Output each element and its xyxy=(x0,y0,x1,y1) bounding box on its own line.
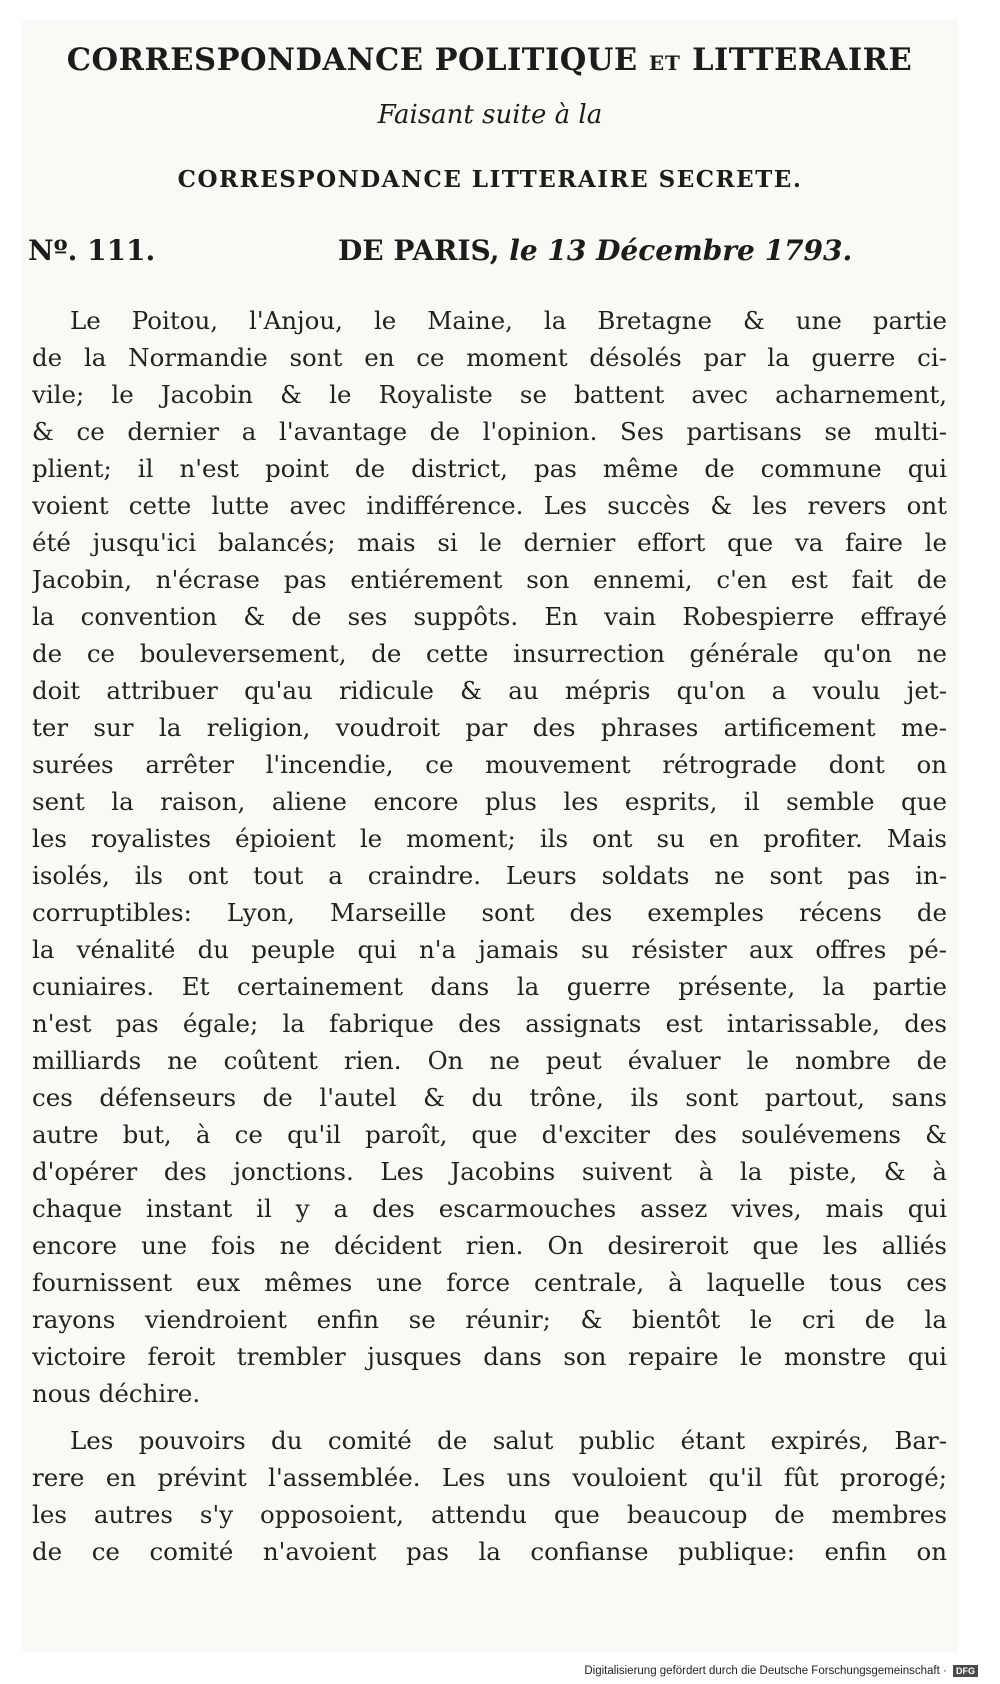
digitization-footer xyxy=(584,1665,978,1677)
place: DE PARIS, xyxy=(338,234,500,267)
text-line: Les pouvoirs du comité de salut public étant expirés, Bar- xyxy=(70,1426,947,1455)
text-line: de ce bouleversement, de cette insurrection générale qu'on ne xyxy=(32,639,947,668)
text-line: été jusqu'ici balancés; mais si le dernier effort que va faire le xyxy=(32,528,947,557)
text-line: & ce dernier a l'avantage de l'opinion. Ses partisans se multi- xyxy=(32,417,947,446)
text-line: milliards ne coûtent rien. On ne peut évaluer le nombre de xyxy=(32,1046,947,1075)
text-line: voient cette lutte avec indifférence. Les succès & les revers ont xyxy=(32,491,947,520)
text-line: ces défenseurs de l'autel & du trône, ils sont partout, sans xyxy=(32,1083,947,1112)
newspaper-page xyxy=(22,20,958,1652)
text-line: Le Poitou, l'Anjou, le Maine, la Bretagne & une partie xyxy=(70,306,947,335)
paragraph-1 xyxy=(32,302,947,1412)
text-line: doit attribuer qu'au ridicule & au mépris qu'on a voulu jet- xyxy=(32,676,947,705)
text-line: surées arrêter l'incendie, ce mouvement rétrograde dont on xyxy=(32,750,947,779)
text-line: encore une fois ne décident rien. On desireroit que les alliés xyxy=(32,1231,947,1260)
title-et: ET xyxy=(648,51,681,75)
text-line: plient; il n'est point de district, pas même de commune qui xyxy=(32,454,947,483)
text-line: rayons viendroient enfin se réunir; & bientôt le cri de la xyxy=(32,1305,947,1334)
masthead-subtitle-2: CORRESPONDANCE LITTERAIRE SECRETE. xyxy=(177,166,803,193)
article-body xyxy=(32,302,947,1570)
text-line: victoire feroit trembler jusques dans son repaire le monstre qui xyxy=(32,1342,947,1371)
text-line: isolés, ils ont tout a craindre. Leurs soldats ne sont pas in- xyxy=(32,861,947,890)
text-line: fournissent eux mêmes une force centrale, à laquelle tous ces xyxy=(32,1268,947,1297)
text-line: rere en prévint l'assemblée. Les uns vouloient qu'il fût prorogé; xyxy=(32,1463,947,1492)
title-part-2: LITTERAIRE xyxy=(692,42,913,78)
title-part-1: CORRESPONDANCE POLITIQUE xyxy=(66,42,638,78)
text-line: ter sur la religion, voudroit par des phrases artificement me- xyxy=(32,713,947,742)
text-line: les autres s'y opposoient, attendu que beaucoup de membres xyxy=(32,1500,947,1529)
masthead-title xyxy=(32,42,947,78)
text-line: sent la raison, aliene encore plus les esprits, il semble que xyxy=(32,787,947,816)
text-line: d'opérer des jonctions. Les Jacobins suivent à la piste, & à xyxy=(32,1157,947,1186)
dfg-logo: DFG xyxy=(953,1665,978,1677)
text-line: nous déchire. xyxy=(32,1379,201,1408)
text-line: n'est pas égale; la fabrique des assignats est intarissable, des xyxy=(32,1009,947,1038)
text-line: de la Normandie sont en ce moment désolés par la guerre ci- xyxy=(32,343,947,372)
text-line: Jacobin, n'écrase pas entiérement son ennemi, c'en est fait de xyxy=(32,565,947,594)
text-line: cuniaires. Et certainement dans la guerre présente, la partie xyxy=(32,972,947,1001)
text-line: autre but, à ce qu'il paroît, que d'exciter des soulévemens & xyxy=(32,1120,947,1149)
text-line: de ce comité n'avoient pas la confianse publique: enfin on xyxy=(32,1537,947,1566)
text-line: les royalistes épioient le moment; ils ont su en profiter. Mais xyxy=(32,824,947,853)
issue-number: Nº. 111. xyxy=(28,234,156,267)
masthead-subtitle: Faisant suite à la xyxy=(377,100,603,130)
text-line: chaque instant il y a des escarmouches assez vives, mais qui xyxy=(32,1194,947,1223)
place-date xyxy=(338,234,852,267)
date: le 13 Décembre 1793. xyxy=(509,234,853,267)
text-line: corruptibles: Lyon, Marseille sont des exemples récens de xyxy=(32,898,947,927)
text-line: la vénalité du peuple qui n'a jamais su résister aux offres pé- xyxy=(32,935,947,964)
text-line: vile; le Jacobin & le Royaliste se battent avec acharnement, xyxy=(32,380,947,409)
footer-text: Digitalisierung gefördert durch die Deutsche Forschungsgemeinschaft · xyxy=(584,1665,947,1677)
text-line: la convention & de ses suppôts. En vain Robespierre effrayé xyxy=(32,602,947,631)
paragraph-2 xyxy=(32,1422,947,1570)
